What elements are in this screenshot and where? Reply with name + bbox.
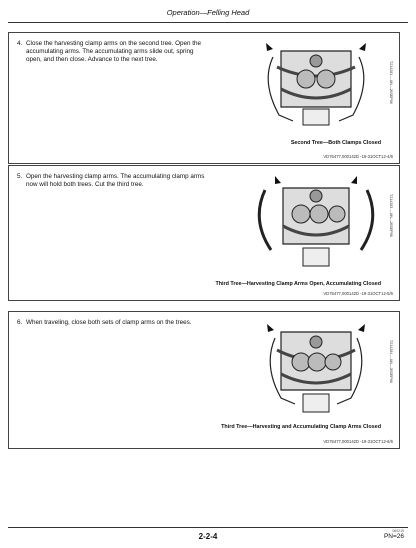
step-number: 6. [17, 319, 23, 326]
figure-code: T214283 —UN—26SEP06 [389, 194, 393, 237]
step-number: 5. [17, 173, 23, 180]
reference-code: VD76477,000142D -19-31OCT12-5/6 [323, 291, 393, 296]
page-number: 2-2-4 [198, 532, 218, 541]
footer-small-code: 060215 [392, 529, 404, 533]
step-instructions [17, 40, 207, 64]
step-number: 4. [17, 40, 23, 47]
pn-label: PN=26 [383, 533, 404, 540]
step-block-4 [8, 32, 400, 164]
figure-caption: Second Tree—Both Clamps Closed [290, 140, 381, 146]
step-text: When traveling, close both sets of clamp arms on the trees. [26, 319, 192, 326]
felling-head-illustration [251, 316, 381, 416]
figure-caption: Third Tree—Harvesting and Accumulating Clamp Arms Closed [221, 424, 381, 430]
felling-head-harvesting-open-drawing [251, 170, 381, 270]
step-block-5 [8, 165, 400, 301]
footer-divider [8, 527, 408, 528]
figure-code: T214281 —UN—26SEP06 [389, 61, 393, 104]
felling-head-all-clamps-closed-drawing [251, 316, 381, 416]
reference-code: VD76477,000142D -19-31OCT12-4/6 [323, 154, 393, 159]
felling-head-illustration [251, 37, 381, 129]
felling-head-both-clamps-closed-drawing [251, 37, 381, 129]
step-instructions [17, 173, 207, 189]
step-text: Open the harvesting clamp arms. The accumulating clamp arms now will hold both trees. Cut the third tree. [26, 173, 205, 188]
step-instructions [17, 319, 207, 327]
figure-caption: Third Tree—Harvesting Clamp Arms Open, Accumulating Closed [215, 281, 381, 287]
step-block-6 [8, 311, 400, 449]
page-header: Operation—Felling Head [8, 4, 408, 23]
step-text: Close the harvesting clamp arms on the second tree. Open the accumulating arms. The accumulating arms slide out, spring open, and then close. Advance to the next tree. [26, 40, 202, 63]
reference-code: VD76477,000142D -19-31OCT12-6/6 [323, 439, 393, 444]
figure-code: T214284 —UN—26SEP06 [389, 340, 393, 383]
felling-head-illustration [251, 170, 381, 270]
